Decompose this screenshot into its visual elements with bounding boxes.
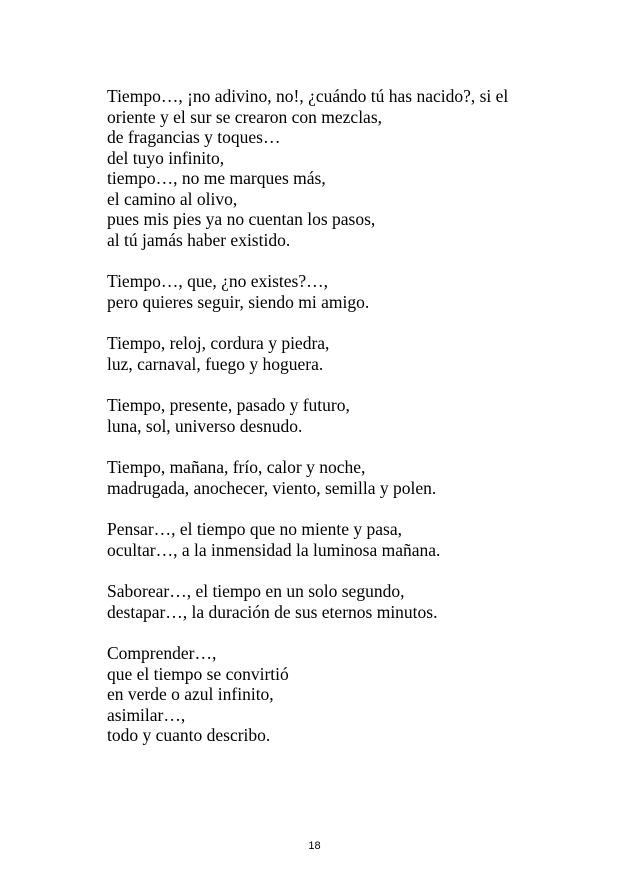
poem-line: del tuyo infinito,: [107, 147, 225, 168]
poem-line: asimilar…,: [107, 704, 186, 725]
poem-line: luna, sol, universo desnudo.: [107, 415, 303, 436]
poem-line: madrugada, anochecer, viento, semilla y polen.: [107, 477, 437, 498]
poem-line: Tiempo…, que, ¿no existes?…,: [107, 271, 328, 291]
stanza: [107, 457, 577, 498]
poem-line: en verde o azul infinito,: [107, 684, 274, 704]
poem-line: Tiempo…, ¡no adivino, no!, ¿cuándo tú has nacido?, si el: [107, 86, 509, 106]
stanza: [107, 519, 577, 560]
stanza: [107, 86, 577, 250]
poem-line: que el tiempo se convirtió: [107, 663, 289, 684]
stanza: [107, 395, 577, 436]
poem-line: pues mis pies ya no cuentan los pasos,: [107, 209, 376, 229]
poem-line: oriente y el sur se crearon con mezclas,: [107, 106, 383, 127]
poem-line: Tiempo, presente, pasado y futuro,: [107, 395, 350, 415]
poem-line: Pensar…, el tiempo que no miente y pasa,: [107, 519, 402, 539]
poem-line: luz, carnaval, fuego y hoguera.: [107, 353, 324, 374]
poem-line: ocultar…, a la inmensidad la luminosa mañana.: [107, 539, 441, 560]
stanza: [107, 271, 577, 312]
poem-line: de fragancias y toques…: [107, 127, 281, 147]
poem-line: todo y cuanto describo.: [107, 725, 271, 745]
stanza: [107, 643, 577, 746]
stanza: [107, 581, 577, 622]
poem-line: tiempo…, no me marques más,: [107, 168, 326, 188]
poem-line: Comprender…,: [107, 643, 217, 663]
poem-line: el camino al olivo,: [107, 188, 238, 209]
poem-body: [107, 86, 577, 767]
poem-line: al tú jamás haber existido.: [107, 229, 291, 250]
page-number: 18: [308, 840, 321, 852]
poem-line: Tiempo, mañana, frío, calor y noche,: [107, 457, 366, 477]
poem-line: pero quieres seguir, siendo mi amigo.: [107, 291, 370, 312]
poem-line: destapar…, la duración de sus eternos minutos.: [107, 601, 438, 622]
poem-line: Tiempo, reloj, cordura y piedra,: [107, 333, 330, 353]
poem-line: Saborear…, el tiempo en un solo segundo,: [107, 581, 405, 601]
stanza: [107, 333, 577, 374]
